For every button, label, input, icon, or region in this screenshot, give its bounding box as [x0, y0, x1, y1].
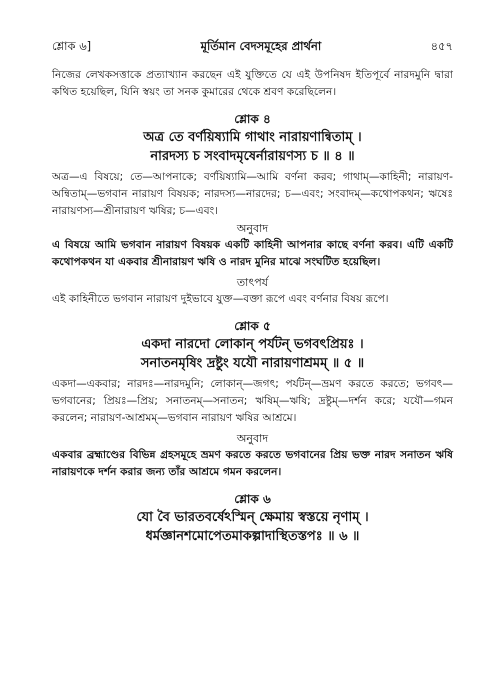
sloka-6-verse-line-2: ধর্মজ্ঞানশমোপেতমাকল্পাদাস্থিতস্তপঃ ॥ ৬ ॥ — [145, 529, 360, 544]
intro-paragraph: নিজের লেখকসত্তাকে প্রত্যাখ্যান করছেন এই যুক্তিতে যে এই উপনিষদ ইতিপূর্বে নারদমুনি দ্বারা কথিত হয়েছিল, যিনি স্বয়ং তা সনক কুমারের থেকে শ্রবণ করেছিলেন। — [52, 69, 453, 98]
sloka-4-translation-label: অনুবাদ — [236, 222, 269, 235]
sloka-4-heading: শ্লোক ৪ — [234, 112, 271, 126]
sloka-5-heading: শ্লোক ৫ — [234, 319, 271, 333]
sloka-6-verse-line-1: যো বৈ ভারতবর্ষেঽস্মিন্ ক্ষেমায় স্বস্তয়ে নৃণাম্ । — [136, 510, 369, 525]
running-header — [52, 38, 453, 55]
page-number: ৪৫৭ — [430, 39, 453, 53]
sloka-4-section — [52, 110, 453, 308]
sloka-5-translation: একবার ব্রহ্মাণ্ডের বিভিন্ন গ্রহসমূহে ভ্রমণ করতে করতে ভগবানের প্রিয় ভক্ত নারদ সনাতন ঋষি নারায়ণকে দর্শন করার জন্য তাঁর আশ্রমে গমন করলেন। — [52, 449, 453, 478]
sloka-5-translation-label: অনুবাদ — [236, 432, 269, 445]
sloka-4-purport-label: তাৎপর্য — [236, 276, 269, 289]
sloka-5-section — [52, 317, 453, 481]
sloka-5-verse-line-2: সনাতনমৃষিং দ্রষ্টুং যযৌ নারায়ণাশ্রমম্ ॥ ৫ ॥ — [140, 356, 365, 371]
sloka-4-word-meaning: অত্র—এ বিষয়ে; তে—আপনাকে; বর্ণয়িষ্যামি—আমি বর্ণনা করব; গাথাম্—কাহিনী; নারায়ণ-অন্বিতাম্—ভগবান নারায়ণ বিষয়ক; নারদস্য—নারদের; চ—এবং; সংবাদম্—কথোপকথন; ঋষেঃ নারায়ণস্য—শ্রীনারায়ণ ঋষির; চ—এবং। — [52, 171, 453, 217]
sloka-4-purport: এই কাহিনীতে ভগবান নারায়ণ দুইভাবে যুক্ত—বক্তা রূপে এবং বর্ণনার বিষয় রূপে। — [52, 293, 389, 305]
sloka-6-heading: শ্লোক ৬ — [234, 492, 271, 506]
sloka-4-verse-line-2: নারদস্য চ সংবাদমৃষের্নারায়ণস্য চ ॥ ৪ ॥ — [150, 149, 355, 164]
header-verse-ref: শ্লোক ৬] — [52, 39, 92, 53]
sloka-6-section — [52, 490, 453, 546]
sloka-5-verse-line-1: একদা নারদো লোকান্ পর্যটন্ ভগবৎপ্রিয়ঃ । — [141, 337, 364, 352]
sloka-5-word-meaning: একদা—একবার; নারদঃ—নারদমুনি; লোকান্—জগৎ; পর্যটন্—ভ্রমণ করতে করতে; ভগবৎ—ভগবানের; প্রিয়ঃ—প্রিয়; সনাতনম্—সনাতন; ঋষিম্—ঋষি; দ্রষ্টুম্—দর্শন করে; যযৌ—গমন করলেন; নারায়ণ-আশ্রমম্—ভগবান নারায়ণ ঋষির আশ্রমে। — [52, 378, 453, 424]
sloka-4-verse-line-1: অত্র তে বর্ণয়িষ্যামি গাথাং নারায়ণান্বিতাম্ । — [143, 130, 362, 145]
sloka-4-translation: এ বিষয়ে আমি ভগবান নারায়ণ বিষয়ক একটি কাহিনী আপনার কাছে বর্ণনা করব। এটি একটি কথোপকথন যা একবার শ্রীনারায়ণ ঋষি ও নারদ মুনির মাঝে সংঘটিত হয়েছিল। — [52, 239, 453, 268]
header-chapter-title: মূর্তিমান বেদসমূহের প্রার্থনা — [200, 39, 322, 53]
